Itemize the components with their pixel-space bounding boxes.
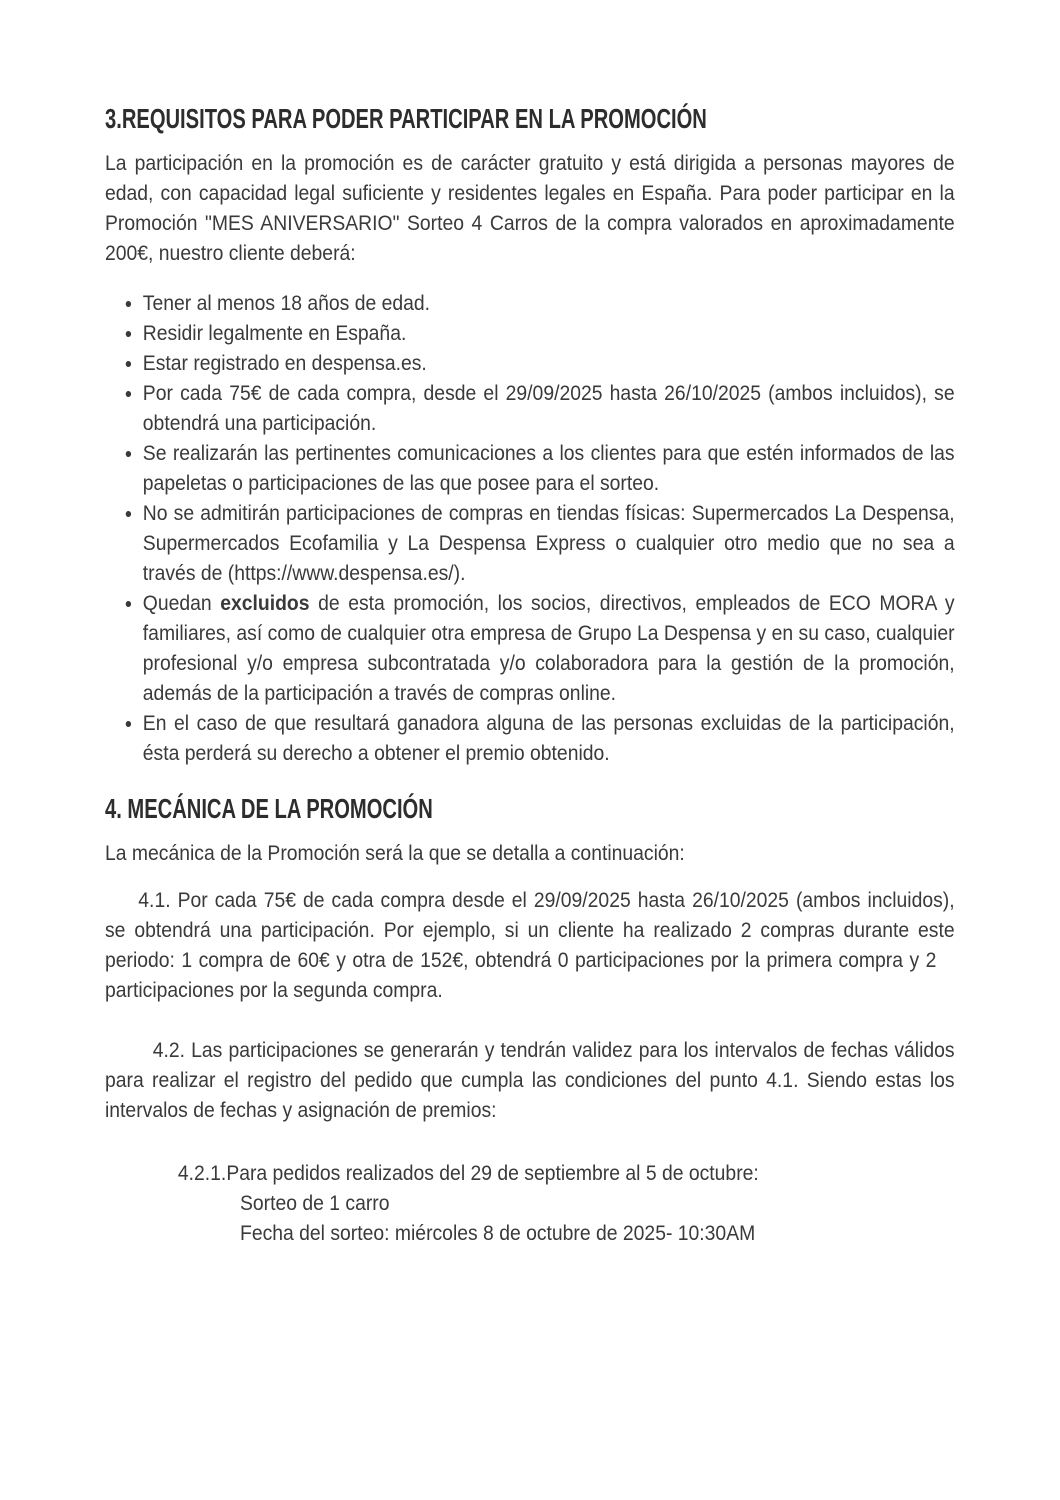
exclusions-text-post: de esta promoción, los socios, directivos, empleados de ECO MORA y familiares, así como de cualquier otra empresa de Grupo La Despensa y en su caso, cualquier profesional y/o empresa subcontratada y/o colaboradora para la gestión de la promoción, además de la participación a través de compras online. xyxy=(142,591,955,705)
requirement-item-physical-stores: • No se admitirán participaciones de compras en tiendas físicas: Supermercados La Despensa, Supermercados Ecofamilia y La Despensa Express o cualquier otro medio que no sea a través de (https://www.despensa.es/). xyxy=(143,498,955,588)
section-4-heading: 4. MECÁNICA DE LA PROMOCIÓN xyxy=(105,793,433,824)
document-page xyxy=(105,0,955,1248)
requirement-item-purchase: • Por cada 75€ de cada compra, desde el 29/09/2025 hasta 26/10/2025 (ambos incluidos), se obtendrá una participación. xyxy=(143,378,955,438)
requirement-item-registration: • Estar registrado en despensa.es. xyxy=(143,348,955,378)
clause-4-2-1-prize: Sorteo de 1 carro xyxy=(240,1191,390,1215)
requirement-item-communications: • Se realizarán las pertinentes comunicaciones a los clientes para que estén informados de las papeletas o participaciones de las que posee para el sorteo. xyxy=(143,438,955,498)
requirement-item-age: • Tener al menos 18 años de edad. xyxy=(143,288,955,318)
clause-4-2-1-block xyxy=(178,1158,955,1248)
clause-4-2-paragraph: 4.2. Las participaciones se generarán y tendrán validez para los intervalos de fechas válidos para realizar el registro del pedido que cumpla las condiciones del punto 4.1. Siendo estas los intervalos de fechas y asignación de premios: xyxy=(105,1038,955,1122)
exclusions-text-bold: excluidos xyxy=(220,591,310,615)
section-3-intro-paragraph: La participación en la promoción es de carácter gratuito y está dirigida a personas mayores de edad, con capacidad legal suficiente y residentes legales en España. Para poder participar en la Promoción "MES ANIVERSARIO" Sorteo 4 Carros de la compra valorados en aproximadamente 200€, nuestro cliente deberá: xyxy=(105,151,955,265)
clause-4-2-1-title: 4.2.1.Para pedidos realizados del 29 de septiembre al 5 de octubre: xyxy=(177,1161,759,1185)
requirement-item-winner-excluded: • En el caso de que resultará ganadora alguna de las personas excluidas de la participación, ésta perderá su derecho a obtener el premio obtenido. xyxy=(143,708,955,768)
requirement-item-exclusions xyxy=(143,588,955,708)
requirements-list xyxy=(105,288,955,768)
section-3-heading: 3.REQUISITOS PARA PODER PARTICIPAR EN LA PROMOCIÓN xyxy=(105,103,707,134)
clause-4-2-1-draw-date: Fecha del sorteo: miércoles 8 de octubre de 2025- 10:30AM xyxy=(240,1221,756,1245)
section-4-intro-paragraph: La mecánica de la Promoción será la que se detalla a continuación: xyxy=(105,841,685,865)
requirement-item-residence: • Residir legalmente en España. xyxy=(143,318,955,348)
exclusions-text-pre: Quedan xyxy=(142,591,221,615)
clause-4-1-paragraph: 4.1. Por cada 75€ de cada compra desde el 29/09/2025 hasta 26/10/2025 (ambos incluidos), se obtendrá una participación. Por ejemplo, si un cliente ha realizado 2 compras durante este periodo: 1 compra de 60€ y otra de 152€, obtendrá 0 participaciones por la primera compra y 2 participaciones por la segunda compra. xyxy=(105,888,955,1002)
